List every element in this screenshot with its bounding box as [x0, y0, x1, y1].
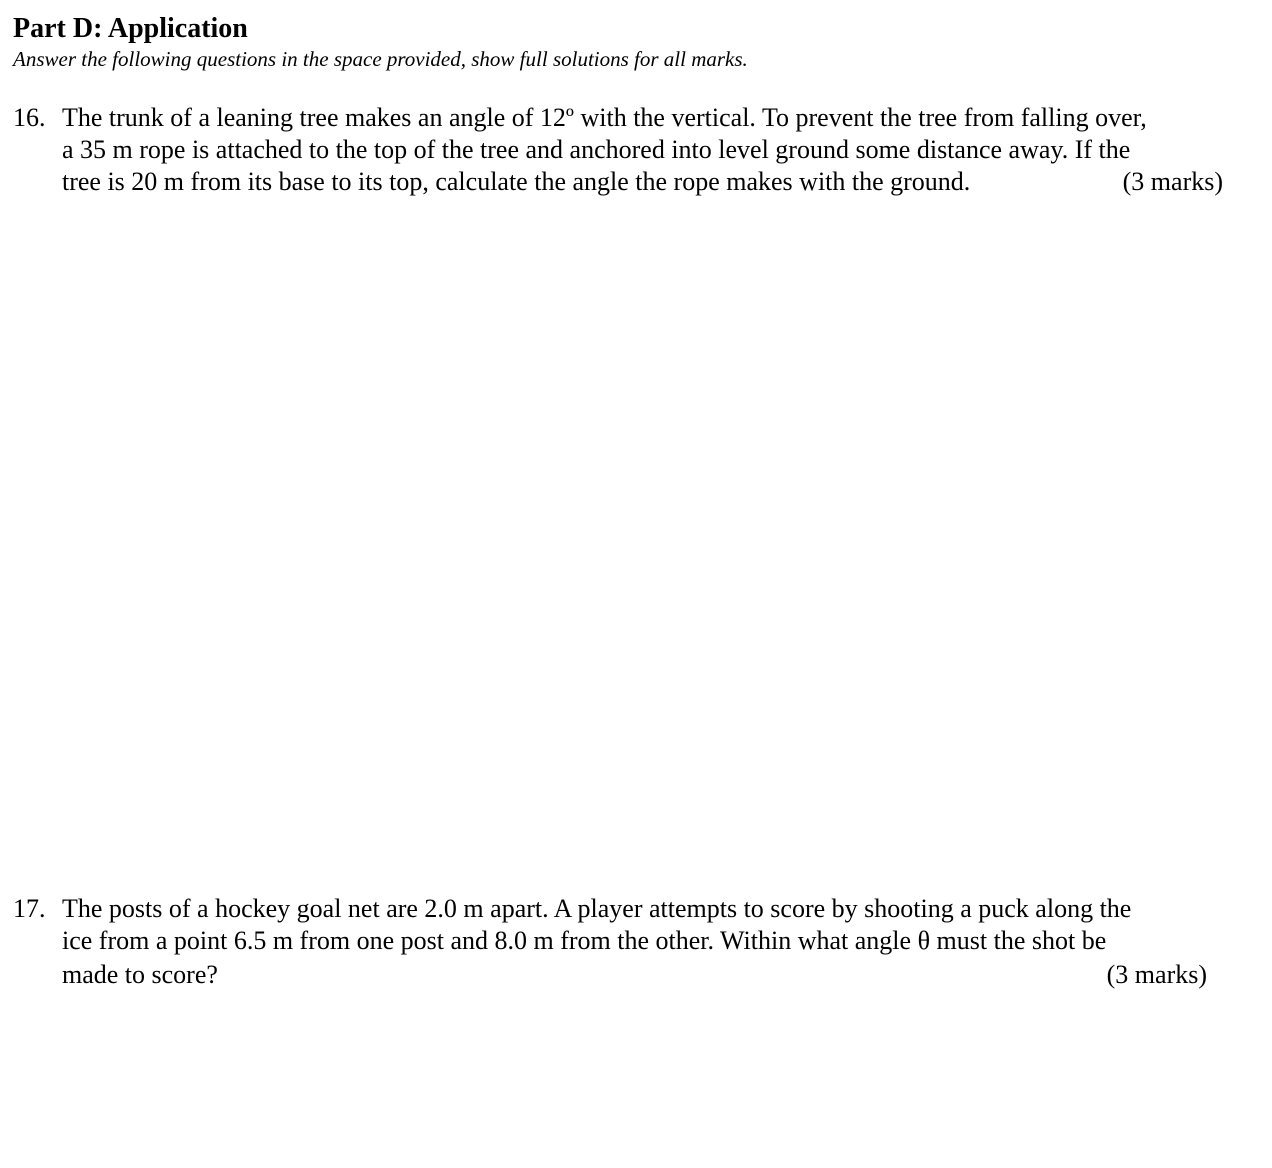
question-text-line: made to score? [62, 960, 218, 989]
question-16 [13, 102, 1223, 198]
question-marks: (3 marks) [1122, 167, 1223, 196]
question-text-line: tree is 20 m from its base to its top, calculate the angle the rope makes with the ground. [62, 167, 971, 196]
question-text-line: ice from a point 6.5 m from one post and 8.0 m from the other. Within what angle θ must the shot be [62, 926, 1107, 955]
question-number: 16. [13, 103, 46, 132]
question-line [13, 893, 1223, 925]
question-line [13, 166, 1223, 198]
question-text-line: The trunk of a leaning tree makes an angle of 12º with the vertical. To prevent the tree from falling over, [62, 103, 1147, 132]
question-line [13, 925, 1223, 959]
question-line [13, 959, 1223, 991]
section-instructions: Answer the following questions in the space provided, show full solutions for all marks. [13, 47, 748, 71]
question-line [13, 102, 1223, 134]
answer-space-17[interactable] [13, 995, 1223, 1160]
question-marks: (3 marks) [1106, 960, 1207, 989]
answer-space-16[interactable] [13, 200, 1223, 880]
section-title: Part D: Application [13, 13, 248, 44]
question-line [13, 134, 1223, 166]
question-text-line: The posts of a hockey goal net are 2.0 m apart. A player attempts to score by shooting a puck along the [62, 894, 1132, 923]
question-text-line: a 35 m rope is attached to the top of the tree and anchored into level ground some distance away. If the [62, 135, 1131, 164]
question-number: 17. [13, 894, 46, 923]
question-17 [13, 893, 1223, 991]
